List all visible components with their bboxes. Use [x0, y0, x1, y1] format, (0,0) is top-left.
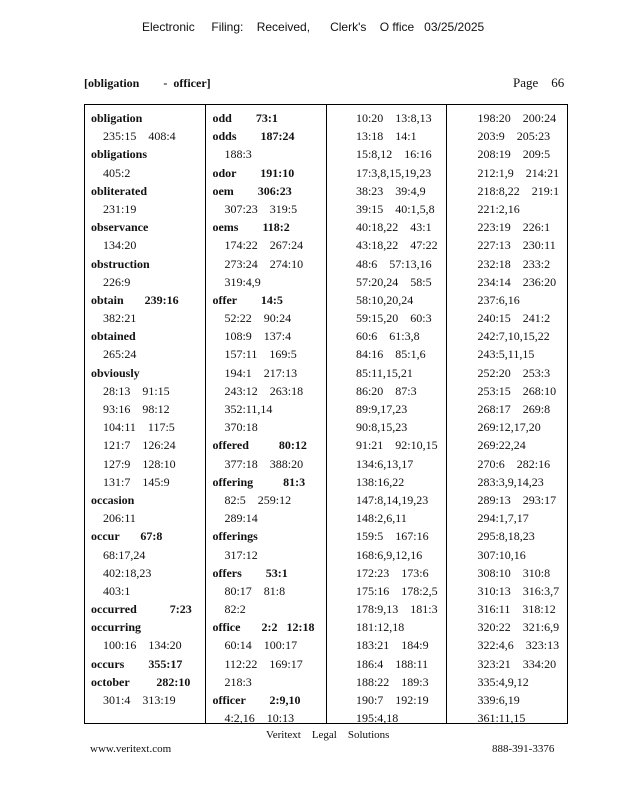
- index-reference: 218:8,22 219:1: [477, 183, 560, 198]
- index-reference: 10:20 13:8,13: [355, 111, 432, 125]
- index-reference: 283:3,9,14,23: [477, 474, 544, 489]
- index-column: [326, 105, 447, 726]
- index-reference: 59:15,20 60:3: [355, 311, 432, 326]
- index-reference: 252:20 253:3: [477, 365, 551, 380]
- index-term: obstruction: [91, 256, 150, 271]
- index-reference: 221:2,16: [477, 201, 520, 216]
- index-reference: 13:18 14:1: [355, 129, 417, 144]
- index-reference: 39:15 40:1,5,8: [355, 201, 435, 216]
- index-reference: 175:16 178:2,5: [355, 583, 438, 598]
- index-column: [85, 105, 205, 723]
- index-reference: 52:22 90:24: [224, 311, 292, 326]
- index-term: offered 80:12: [212, 438, 307, 453]
- index-reference: 319:4,9: [224, 274, 261, 289]
- page-number: Page 66: [513, 75, 565, 90]
- index-reference: 48:6 57:13,16: [355, 256, 432, 271]
- index-reference: 195:4,18: [355, 711, 399, 726]
- index-term: obtained: [91, 329, 136, 344]
- index-term: occurred 7:23: [91, 602, 192, 617]
- index-term: odds 187:24: [212, 129, 295, 144]
- index-reference: 82:2: [224, 602, 246, 617]
- index-reference: 203:9 205:23: [477, 129, 551, 144]
- footer-phone: 888-391-3376: [492, 743, 555, 755]
- index-reference: 68:17,24: [103, 547, 146, 562]
- index-reference: 308:10 310:8: [477, 565, 551, 580]
- index-reference: 91:21 92:10,15: [355, 438, 438, 453]
- word-index-table: [84, 104, 568, 724]
- index-reference: 188:22 189:3: [355, 674, 429, 689]
- index-reference: 60:6 61:3,8: [355, 329, 420, 344]
- index-reference: 323:21 334:20: [477, 656, 557, 671]
- index-reference: 231:19: [103, 201, 137, 216]
- index-reference: 310:13 316:3,7: [477, 583, 560, 598]
- index-reference: 90:8,15,23: [355, 420, 408, 435]
- index-reference: 295:8,18,23: [477, 529, 535, 544]
- index-reference: 172:23 173:6: [355, 565, 429, 580]
- index-reference: 320:22 321:6,9: [477, 620, 560, 635]
- index-reference: 234:14 236:20: [477, 274, 557, 289]
- index-reference: 226:9: [103, 274, 131, 289]
- index-reference: 382:21: [103, 311, 137, 326]
- index-reference: 206:11: [103, 511, 136, 526]
- index-reference: 361:11,15: [477, 711, 526, 726]
- index-reference: 28:13 91:15: [103, 383, 170, 398]
- index-reference: 15:8,12 16:16: [355, 147, 432, 162]
- index-reference: 183:21 184:9: [355, 638, 429, 653]
- index-term: officer 2:9,10: [212, 693, 301, 707]
- index-reference: 265:24: [103, 347, 137, 362]
- index-reference: 223:19 226:1: [477, 220, 551, 235]
- index-reference: 289:14: [224, 511, 258, 526]
- index-reference: 270:6 282:16: [477, 456, 551, 471]
- index-range-label: [obligation - officer]: [84, 76, 211, 90]
- index-reference: 174:22 267:24: [224, 238, 304, 253]
- index-reference: 82:5 259:12: [224, 492, 292, 507]
- index-reference: 289:13 293:17: [477, 492, 557, 507]
- index-reference: 240:15 241:2: [477, 311, 551, 326]
- index-term: occasion: [91, 492, 135, 507]
- index-term: offer 14:5: [212, 292, 283, 307]
- index-reference: 243:5,11,15: [477, 347, 535, 362]
- index-reference: 58:10,20,24: [355, 292, 414, 307]
- index-reference: 112:22 169:17: [224, 656, 303, 671]
- index-reference: 269:22,24: [477, 438, 526, 453]
- index-reference: 159:5 167:16: [355, 529, 429, 544]
- index-reference: 127:9 128:10: [103, 456, 176, 471]
- index-reference: 322:4,6 323:13: [477, 638, 560, 653]
- index-reference: 100:16 134:20: [103, 638, 182, 653]
- index-term: occurring: [91, 620, 141, 635]
- index-reference: 232:18 233:2: [477, 256, 551, 271]
- index-reference: 208:19 209:5: [477, 147, 551, 162]
- index-term: oem 306:23: [212, 183, 292, 198]
- index-term: oems 118:2: [212, 220, 290, 235]
- index-reference: 93:16 98:12: [103, 402, 170, 416]
- index-reference: 17:3,8,15,19,23: [355, 165, 432, 180]
- index-reference: 316:11 318:12: [477, 602, 556, 617]
- index-term: office 2:2 12:18: [212, 620, 315, 635]
- index-reference: 147:8,14,19,23: [355, 492, 429, 507]
- index-reference: 108:9 137:4: [224, 329, 292, 344]
- index-reference: 190:7 192:19: [355, 693, 429, 707]
- index-reference: 402:18,23: [103, 565, 152, 580]
- index-reference: 235:15 408:4: [103, 129, 176, 144]
- index-reference: 352:11,14: [224, 402, 273, 416]
- index-reference: 403:1: [103, 583, 131, 598]
- index-reference: 178:9,13 181:3: [355, 602, 438, 617]
- index-reference: 85:11,15,21: [355, 365, 413, 380]
- index-term: occur 67:8: [91, 529, 163, 544]
- index-reference: 38:23 39:4,9: [355, 183, 426, 198]
- index-reference: 405:2: [103, 165, 131, 180]
- index-term: obligation: [91, 111, 143, 125]
- index-reference: 181:12,18: [355, 620, 405, 635]
- index-term: obliterated: [91, 183, 147, 198]
- index-reference: 377:18 388:20: [224, 456, 304, 471]
- index-reference: 335:4,9,12: [477, 674, 529, 689]
- index-reference: 60:14 100:17: [224, 638, 298, 653]
- index-reference: 237:6,16: [477, 292, 520, 307]
- index-reference: 168:6,9,12,16: [355, 547, 423, 562]
- index-term: odd 73:1: [212, 111, 278, 125]
- index-reference: 242:7,10,15,22: [477, 329, 550, 344]
- index-reference: 138:16,22: [355, 474, 405, 489]
- index-reference: 89:9,17,23: [355, 402, 408, 416]
- index-reference: 253:15 268:10: [477, 383, 557, 398]
- index-reference: 148:2,6,11: [355, 511, 407, 526]
- index-reference: 157:11 169:5: [224, 347, 297, 362]
- index-reference: 186:4 188:11: [355, 656, 429, 671]
- index-reference: 212:1,9 214:21: [477, 165, 560, 180]
- index-reference: 80:17 81:8: [224, 583, 286, 598]
- index-term: obligations: [91, 147, 148, 162]
- footer-website: www.veritext.com: [90, 743, 172, 755]
- index-reference: 104:11 117:5: [103, 420, 175, 435]
- index-reference: 301:4 313:19: [103, 693, 176, 707]
- index-reference: 121:7 126:24: [103, 438, 176, 453]
- index-term: offering 81:3: [212, 474, 306, 489]
- index-reference: 131:7 145:9: [103, 474, 170, 489]
- index-reference: 188:3: [224, 147, 252, 162]
- index-column: [446, 105, 567, 726]
- index-reference: 370:18: [224, 420, 258, 435]
- index-reference: 243:12 263:18: [224, 383, 304, 398]
- index-column: [205, 105, 325, 726]
- index-reference: 43:18,22 47:22: [355, 238, 438, 253]
- index-reference: 307:10,16: [477, 547, 526, 562]
- index-reference: 134:20: [103, 238, 137, 253]
- index-reference: 227:13 230:11: [477, 238, 556, 253]
- filing-stamp: Electronic Filing: Received, Clerk's O ffice 03/25/2025: [142, 20, 485, 34]
- index-reference: 57:20,24 58:5: [355, 274, 432, 289]
- index-reference: 86:20 87:3: [355, 383, 417, 398]
- index-term: offerings: [212, 529, 258, 544]
- index-reference: 84:16 85:1,6: [355, 347, 426, 362]
- index-reference: 269:12,17,20: [477, 420, 541, 435]
- index-term: occurs 355:17: [91, 656, 183, 671]
- index-term: october 282:10: [91, 674, 191, 689]
- index-reference: 339:6,19: [477, 693, 520, 707]
- index-reference: 194:1 217:13: [224, 365, 298, 380]
- index-term: observance: [91, 220, 149, 235]
- index-term: obtain 239:16: [91, 292, 179, 307]
- index-reference: 134:6,13,17: [355, 456, 414, 471]
- index-reference: 317:12: [224, 547, 258, 562]
- index-term: obviously: [91, 365, 140, 380]
- index-reference: 4:2,16 10:13: [224, 711, 295, 726]
- index-reference: 40:18,22 43:1: [355, 220, 432, 235]
- index-reference: 307:23 319:5: [224, 201, 298, 216]
- index-term: odor 191:10: [212, 165, 295, 180]
- index-reference: 273:24 274:10: [224, 256, 304, 271]
- footer-company: Veritext Legal Solutions: [266, 729, 390, 741]
- index-reference: 198:20 200:24: [477, 111, 557, 125]
- index-term: offers 53:1: [212, 565, 288, 580]
- index-reference: 268:17 269:8: [477, 402, 551, 416]
- index-reference: 218:3: [224, 674, 252, 689]
- index-reference: 294:1,7,17: [477, 511, 529, 526]
